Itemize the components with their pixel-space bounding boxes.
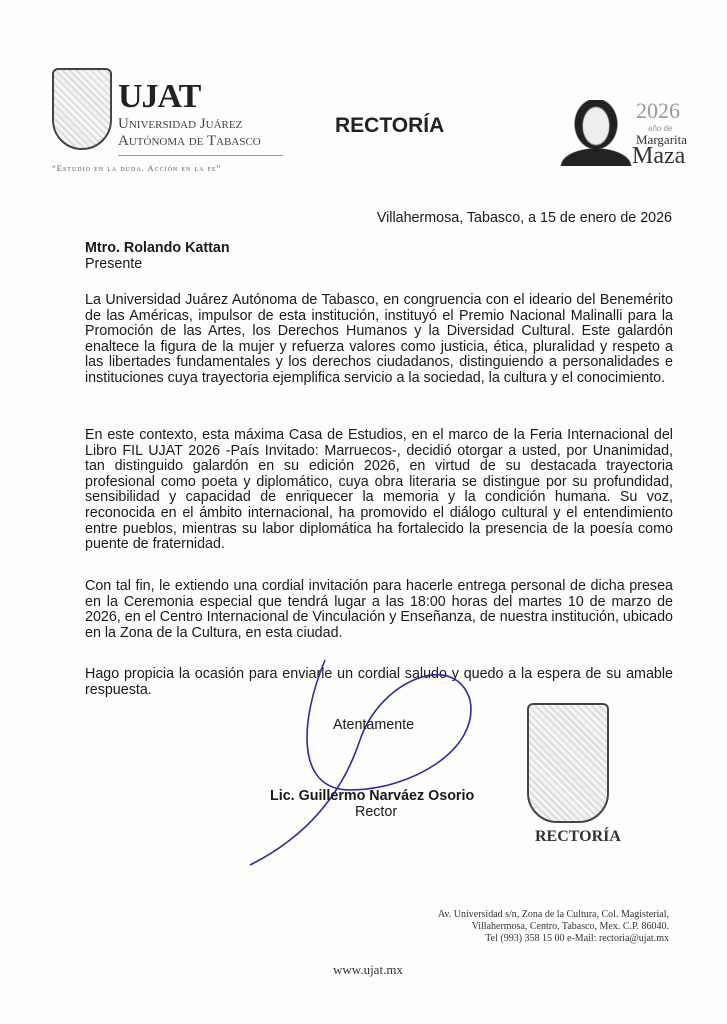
logo-text: UJAT xyxy=(118,78,201,115)
year-logo: 2026 xyxy=(636,98,680,123)
divider xyxy=(118,155,283,156)
footer-address: Av. Universidad s/n, Zona de la Cultura, Col. Magisterial, Villahermosa, Centro, Tabasco, Mex. C.P. 86040. Tel (993) 358 15 00 e-Mail: rectoria@ujat.mx xyxy=(437,909,669,944)
university-name: Universidad Juárez Autónoma de Tabasco xyxy=(118,116,261,149)
signer-title: Rector xyxy=(355,804,398,820)
recipient: Mtro. Rolando Kattan xyxy=(85,240,230,256)
signature xyxy=(240,640,500,870)
paragraph-2: En este contexto, esta máxima Casa de Estudios, en el marco de la Feria Internacional del Libro FIL UJAT 2026 -País Invitado: Marruecos-, decidió otorgar a usted, por Unanimidad, tan distinguido galardón en su edición 2026, en virtud de su destacada trayectoria profesional como poeta y diplomático, cuya obra literaria se distingue por su profundidad, sensibilidad y capacidad de enriquecer la memoria y la condición humana. Su voz, reconocida en el ámbito internacional, ha promovido el diálogo cultural y el entendimiento entre pueblos, mientras su labor diplomática ha fortalecido la presencia de la poesía como puente de fraternidad. xyxy=(85,427,673,553)
rectoria-seal xyxy=(527,703,609,823)
website-link[interactable]: www.ujat.mx xyxy=(333,962,403,977)
office-title: RECTORÍA xyxy=(335,114,445,137)
year-logo-small: año de xyxy=(648,124,673,133)
signer-name: Lic. Guillermo Narváez Osorio xyxy=(270,788,475,804)
closing: Atentamente xyxy=(333,717,415,733)
recipient-presente: Presente xyxy=(85,256,143,272)
university-seal xyxy=(52,68,112,150)
year-logo-name: Margarita xyxy=(636,132,688,147)
paragraph-1: La Universidad Juárez Autónoma de Tabasco, en congruencia con el ideario del Benemérito de las Américas, impulsor de esta institución, instituyó el Premio Nacional Malinalli para la Promoción de las Artes, los Derechos Humanos y la Diversidad Cultural. Este galardón enaltece la figura de la mujer y refuerza valores como justicia, ética, pluralidad y respeto a las libertades fundamentales y los derechos ciudadanos, distinguiendo a personalidades e instituciones cuya trayectoria ejemplifica servicio a la sociedad, la cultura y el conocimiento. xyxy=(85,292,673,386)
seal-label: RECTORÍA xyxy=(535,828,621,845)
year-logo-surname: Maza xyxy=(632,143,686,169)
place-date: Villahermosa, Tabasco, a 15 de enero de 2026 xyxy=(376,210,672,226)
paragraph-3: Con tal fin, le extiendo una cordial invitación para hacerle entrega personal de dicha presea en la Ceremonia especial que tendrá lugar a las 18:00 horas del martes 10 de marzo de 2026, en el Centro Internacional de Vinculación y Enseñanza, de nuestra institución, ubicado en la Zona de la Cultura, en esta ciudad. xyxy=(85,578,673,641)
portrait-image xyxy=(560,100,632,166)
paragraph-4: Hago propicia la ocasión para enviarle un cordial saludo y quedo a la espera de su amable respuesta. xyxy=(85,666,673,698)
motto: “Estudio en la duda. Acción en la fe” xyxy=(52,163,222,173)
